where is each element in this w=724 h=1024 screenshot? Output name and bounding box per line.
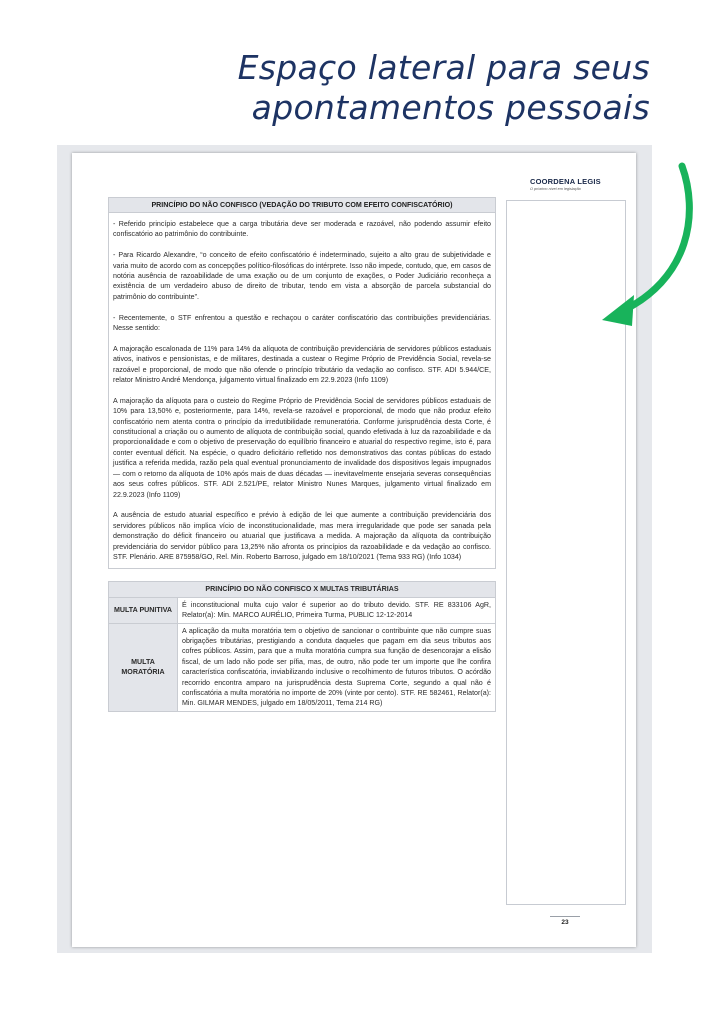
paragraph: A majoração escalonada de 11% para 14% da alíquota de contribuição previdenciária de servidores públicos estaduais ativos, inativos e pensionistas, e de militares, destinada a custear o Regime Próprio de Previdência Social, revela-se razoável e proporcional, de modo que não ofende o princípio tributário da vedação ao confisco. STF. ADI 5.944/CE, relator Ministro André Mendonça, julgamento virtual finalizado em 22.9.2023 (Info 1109) <box>113 344 491 385</box>
headline-line-1: Espaço lateral para seus <box>237 48 650 87</box>
row-text: É inconstitucional multa cujo valor é superior ao do tributo devido. STF. RE 833106 AgR, Relator(a): Min. MARCO AURÉLIO, Primeira Turma, PUBLIC 12-12-2014 <box>178 597 496 623</box>
table-row <box>109 623 496 711</box>
row-label: MULTA PUNITIVA <box>109 597 178 623</box>
row-label: MULTA MORATÓRIA <box>109 623 178 711</box>
section-title: PRINCÍPIO DO NÃO CONFISCO (VEDAÇÃO DO TRIBUTO COM EFEITO CONFISCATÓRIO) <box>109 198 495 213</box>
paragraph: - Para Ricardo Alexandre, “o conceito de efeito confiscatório é indeterminado, sujeito a alto grau de subjetividade e varia muito de acordo com as concepções político-filosóficas do intérprete. Isso não impede, contudo, que, em casos de notória ausência de razoabilidade de uma exação ou de um conjunto de exações, o Poder Judiciário reconheça a existência de um verdadeiro abuso de direito de tributar, tendo em vista a absorção de parcela substancial do patrimônio do contribuinte”. <box>113 251 491 301</box>
paragraph: - Recentemente, o STF enfrentou a questão e rechaçou o caráter confiscatório das contribuições previdenciárias. Nesse sentido: <box>113 313 491 333</box>
section-body <box>109 213 495 568</box>
multas-table <box>108 581 496 711</box>
headline-line-2: apontamentos pessoais <box>251 88 650 127</box>
document-page <box>72 153 636 947</box>
brand-logo <box>530 177 601 191</box>
table-title: PRINCÍPIO DO NÃO CONFISCO X MULTAS TRIBUTÁRIAS <box>109 582 496 597</box>
paragraph: A majoração da alíquota para o custeio do Regime Próprio de Previdência Social de servidores públicos estaduais de 10% para 13,50% e, posteriormente, para 14%, revela-se razoável e proporcional, de modo que não produz efeito confiscatório nem atenta contra o princípio da irredutibilidade remuneratória. Conforme jurisprudência desta Corte, é constitucional a criação ou o aumento de alíquota de contribuição social, quando efetivada à luz da razoabilidade e da proporcionalidade e com o objetivo de preservação do equilíbrio financeiro e atuarial do respectivo regime, isto é, para conter eventual déficit. Na espécie, o quadro deficitário refletido nos demonstrativos das contas públicas do estado justifica a referida medida, razão pela qual eventual pronunciamento de invalidade dos dispositivos legais impugnados — com o retorno da alíquota de 10% após mais de duas décadas — inevitavelmente ensejaria severas consequências aos seus cofres públicos. STF. ADI 2.521/PE, relator Ministro Nunes Marques, julgamento virtual finalizado em 22.9.2023 (Info 1109) <box>113 396 491 499</box>
page-content <box>108 197 496 712</box>
table-row <box>109 597 496 623</box>
row-text: A aplicação da multa moratória tem o objetivo de sancionar o contribuinte que não cumpre suas obrigações tributárias, prestigiando a conduta daqueles que pagam em dia seus tributos aos cofres públicos. Assim, para que a multa moratória cumpra sua função de desencorajar a elisão fiscal, de um lado não pode ser pífia, mas, de outro, não pode ter um importe que lhe confira característica confiscatória, inviabilizando inclusive o recolhimento de futuros tributos. O acórdão recorrido encontra amparo na jurisprudência desta Suprema Corte, segundo a qual não é confiscatória a multa moratória no importe de 20% (vinte por cento). STF. RE 582461, Relator(a): Min. GILMAR MENDES, julgado em 18/05/2011, Tema 214 RG) <box>178 623 496 711</box>
brand-name: COORDENA LEGIS <box>530 177 601 186</box>
headline <box>150 48 650 128</box>
paragraph: - Referido princípio estabelece que a carga tributária deve ser moderada e razoável, não podendo assumir efeito confiscatório ao patrimônio do contribuinte. <box>113 220 491 239</box>
curved-arrow-icon <box>598 160 700 332</box>
brand-tagline: O próximo nível em legislação <box>530 187 581 191</box>
paragraph: A ausência de estudo atuarial específico e prévio à edição de lei que aumente a contribuição previdenciária dos servidores públicos não implica vício de inconstitucionalidade, mas mera irregularidade que pode ser sanada pela demonstração do déficit financeiro ou atuarial que justificava a medida. A majoração da alíquota da contribuição previdenciária do servidor público para 13,25% não afronta os princípios da razoabilidade e da vedação ao confisco. STF. Plenário. ARE 875958/GO, Rel. Min. Roberto Barroso, julgado em 18/10/2021 (Tema 933 RG) (Info 1034) <box>113 511 491 561</box>
page-number: 23 <box>561 919 569 926</box>
page-number-rule <box>550 916 580 917</box>
section-nao-confisco <box>108 197 496 569</box>
